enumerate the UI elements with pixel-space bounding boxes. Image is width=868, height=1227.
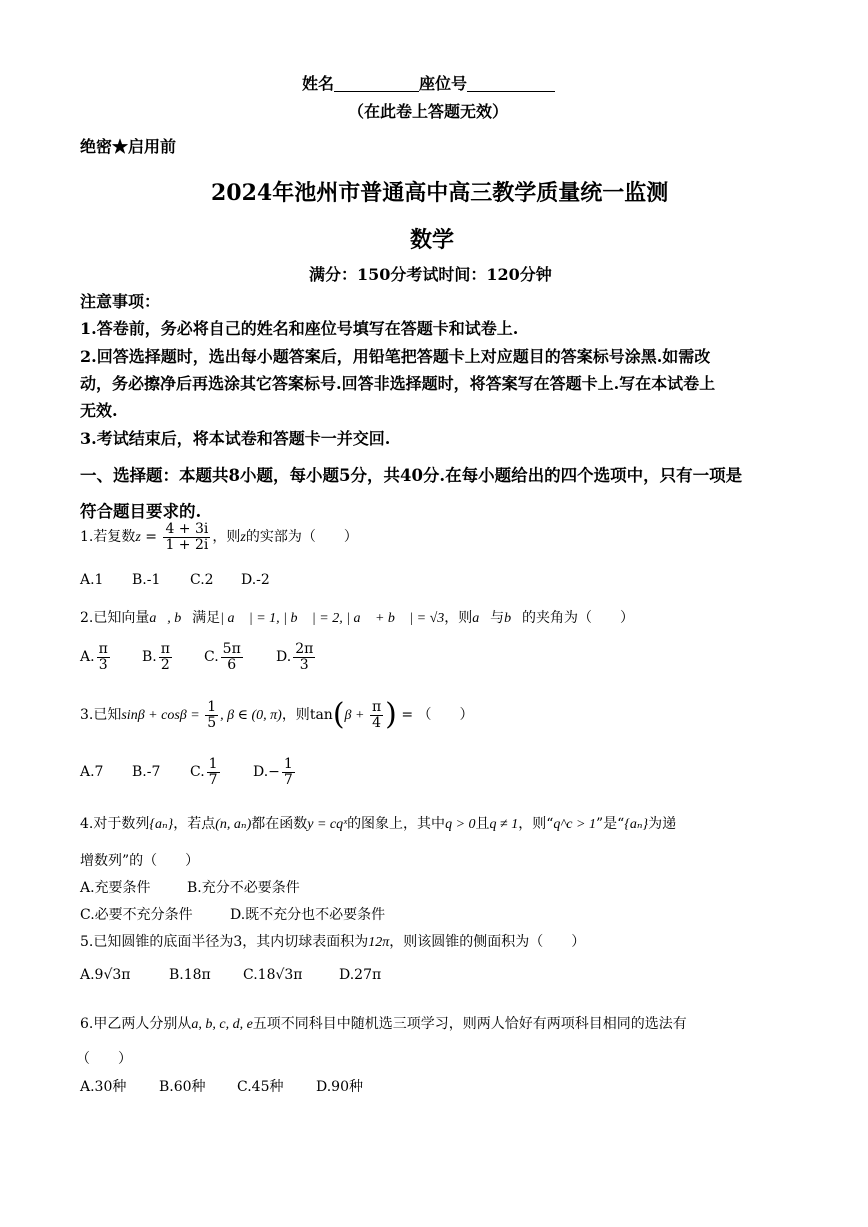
question-3: 3.已知sinβ + cosβ = $\frac{1}{5}$ , β ∈ (0, π)，则tan(β + $\frac{\pi}{4}$ ) = （ ） xyxy=(80,697,474,732)
notice-item-2-line2: 动，务必擦净后再选涂其它答案标号.回答非选择题时，将答案写在答题卡上.写在本试卷上 xyxy=(80,374,716,393)
name-seat-line xyxy=(302,71,555,94)
q2-option-d[interactable]: D. $\frac{2\pi}{3}$ xyxy=(276,641,314,673)
q4-option-a[interactable]: A.充要条件 xyxy=(80,880,151,896)
question-1: 1.若复数z = $\frac{4 + 3i}{1 + 2i}$ ，则z的实部为（ ） xyxy=(80,521,358,553)
q6-option-c[interactable]: C.45种 xyxy=(237,1079,284,1095)
q3-option-c[interactable]: C. $\frac{1}{7}$ xyxy=(190,756,218,788)
q2-option-a[interactable]: A. $\frac{\pi}{3}$ xyxy=(80,641,108,673)
q6-option-d[interactable]: D.90种 xyxy=(316,1079,363,1095)
notice-heading: 注意事项： xyxy=(80,292,161,311)
q1-option-d[interactable]: D.-2 xyxy=(241,572,270,588)
q4-option-b[interactable]: B.充分不必要条件 xyxy=(187,880,300,896)
q5-options xyxy=(80,967,381,983)
q3-option-d[interactable]: D.− $\frac{1}{7}$ xyxy=(253,756,293,788)
q5-option-b[interactable]: B.18π xyxy=(169,967,211,983)
notice-item-1: 1.答卷前，务必将自己的姓名和座位号填写在答题卡和试卷上. xyxy=(80,319,519,338)
q3-fraction: $\frac{1}{5}$ xyxy=(207,698,217,731)
notice-item-2-line1: 2.回答选择题时，选出每小题答案后，用铅笔把答题卡上对应题目的答案标号涂黑.如需改 xyxy=(80,347,711,366)
q2-option-b[interactable]: B. $\frac{\pi}{2}$ xyxy=(142,641,170,673)
q1-option-c[interactable]: C.2 xyxy=(190,572,214,588)
q5-option-a[interactable]: A.9√3π xyxy=(80,967,131,983)
notice-item-2-line3: 无效. xyxy=(80,401,118,420)
q4-option-d[interactable]: D.既不充分也不必要条件 xyxy=(230,907,386,923)
question-4-line1: 4.对于数列{aₙ}，若点(n, aₙ)都在函数y = cqˣ的图象上，其中q > 0且q ≠ 1，则“q^c > 1”是“{aₙ}为递 xyxy=(80,816,677,832)
q1-option-b[interactable]: B.-1 xyxy=(132,572,161,588)
name-blank[interactable] xyxy=(334,75,419,92)
q4-options-row2 xyxy=(80,904,385,924)
q5-option-d[interactable]: D.27π xyxy=(339,967,382,983)
question-4-line2: 增数列”的（ ） xyxy=(80,853,200,869)
page-title: 2024年池州市普通高中高三教学质量统一监测 xyxy=(211,180,669,206)
q3-options xyxy=(80,757,295,787)
secret-label: 绝密★启用前 xyxy=(80,137,177,156)
notice-item-3: 3.考试结束后，将本试卷和答题卡一并交回. xyxy=(80,429,391,448)
q1-fraction: $\frac{4 + 3i}{1 + 2i}$ xyxy=(165,521,209,553)
q4-options-row1 xyxy=(80,877,300,897)
q2-options xyxy=(80,642,315,672)
question-2: 2.已知向量a⃗, b⃗满足| a⃗ | = 1, | b⃗ | = 2, | a⃗ + b⃗ | = √3，则a⃗与b⃗的夹角为（ ） xyxy=(80,610,635,626)
q1-option-a[interactable]: A.1 xyxy=(80,572,104,588)
q6-answer-paren: （ ） xyxy=(76,1051,132,1067)
q4-option-c[interactable]: C.必要不充分条件 xyxy=(80,907,193,923)
subject-title: 数学 xyxy=(410,227,455,253)
q6-option-b[interactable]: B.60种 xyxy=(159,1079,206,1095)
q2-option-c[interactable]: C. $\frac{5\pi}{6}$ xyxy=(204,641,241,673)
q3-option-b[interactable]: B.-7 xyxy=(132,764,161,781)
section-heading-line1: 一、选择题：本题共8小题，每小题5分，共40分.在每小题给出的四个选项中，只有一项是 xyxy=(80,466,743,485)
q6-option-a[interactable]: A.30种 xyxy=(80,1079,127,1095)
invalid-note: （在此卷上答题无效） xyxy=(348,102,509,121)
q1-options xyxy=(80,572,270,588)
q6-options xyxy=(80,1076,363,1096)
q3-option-a[interactable]: A.7 xyxy=(80,764,104,781)
section-heading-line2: 符合题目要求的. xyxy=(80,502,202,521)
question-6: 6.甲乙两人分别从a, b, c, d, e五项不同科目中随机选三项学习，则两人恰好有两项科目相同的选法有 xyxy=(80,1016,687,1032)
question-5: 5.已知圆锥的底面半径为3，其内切球表面积为12π，则该圆锥的侧面积为（ ） xyxy=(80,934,586,950)
q5-option-c[interactable]: C.18√3π xyxy=(243,967,303,983)
seat-blank[interactable] xyxy=(467,75,555,92)
exam-meta: 满分：150分考试时间：120分钟 xyxy=(309,265,552,284)
name-label: 姓名 xyxy=(302,74,335,93)
seat-label: 座位号 xyxy=(419,74,468,93)
